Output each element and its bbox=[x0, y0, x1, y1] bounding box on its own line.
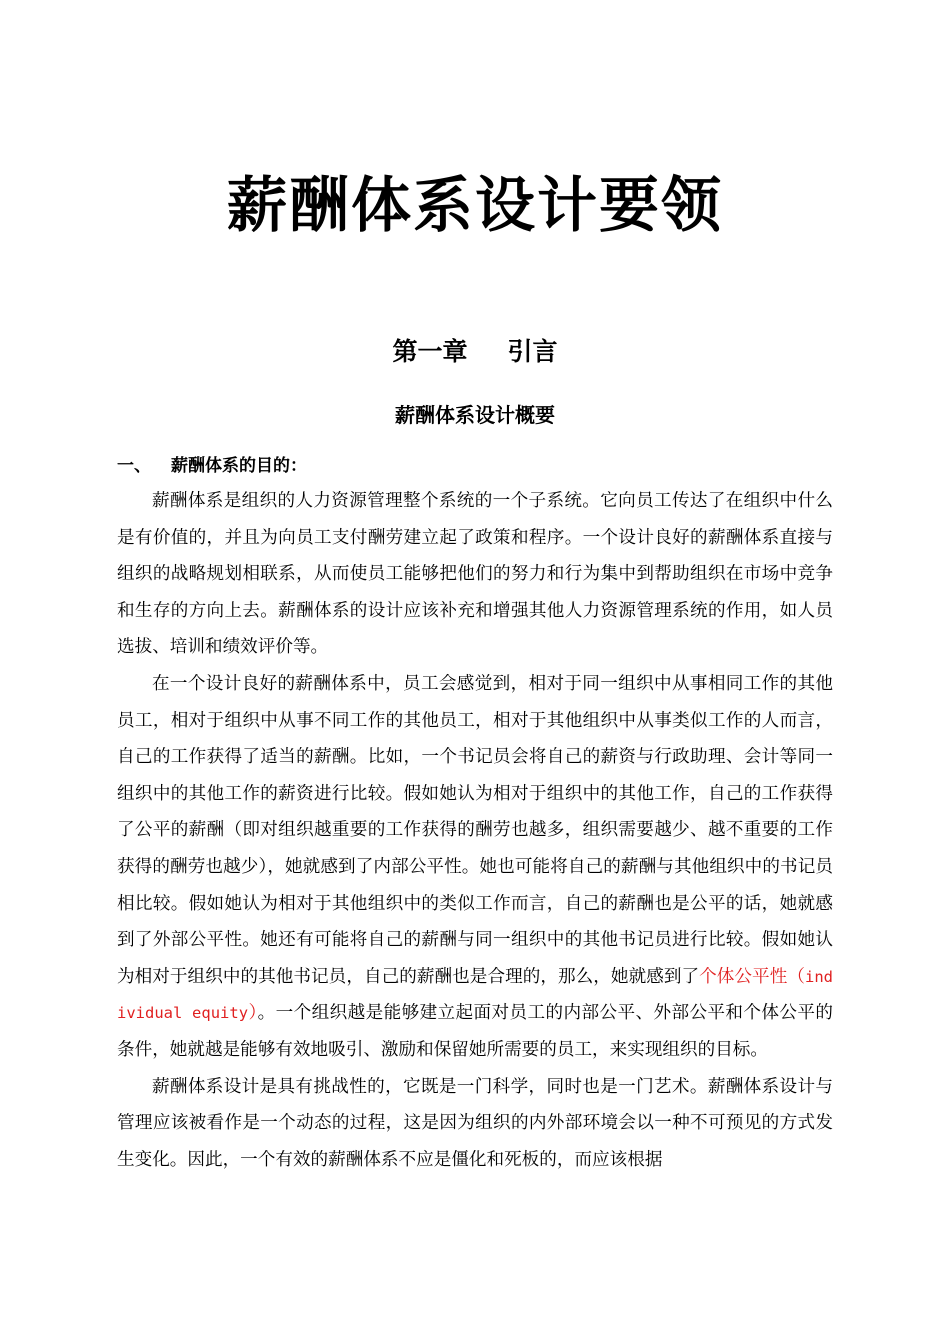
paragraph-2-text-before: 在一个设计良好的薪酬体系中，员工会感觉到，相对于同一组织中从事相同工作的其他员工，相对于组织中从事不同工作的其他员工，相对于其他组织中从事类似工作的人而言，自己的工作获得了适当的薪酬。比如，一个书记员会将自己的薪资与行政助理、会计等同一组织中的其他工作的薪资进行比较。假如她认为相对于组织中的其他工作，自己的工作获得了公平的薪酬（即对组织越重要的工作获得的酬劳也越多，组织需要越少、越不重要的工作获得的酬劳也越少），她就感到了内部公平性。她也可能将自己的薪酬与其他组织中的书记员相比较。假如她认为相对于其他组织中的类似工作而言，自己的薪酬也是公平的话，她就感到了外部公平性。她还有可能将自己的薪酬与同一组织中的其他书记员进行比较。假如她认为相对于组织中的其他书记员，自己的薪酬也是合理的，那么，她就感到了 bbox=[117, 673, 833, 987]
section-number: 一、 bbox=[117, 456, 151, 476]
section-overview-title: 薪酬体系设计概要 bbox=[395, 403, 555, 427]
chapter-heading bbox=[0, 334, 950, 370]
body-text bbox=[117, 483, 833, 1178]
section-heading bbox=[117, 452, 307, 480]
highlighted-term-cn: 个体公平性（ bbox=[699, 966, 805, 987]
document-title: 薪酬体系设计要领 bbox=[227, 171, 723, 241]
highlighted-term-end: ） bbox=[248, 1003, 258, 1024]
chapter-name: 引言 bbox=[507, 337, 558, 366]
paragraph-1: 薪酬体系是组织的人力资源管理整个系统的一个子系统。它向员工传达了在组织中什么是有价值的，并且为向员工支付酬劳建立起了政策和程序。一个设计良好的薪酬体系直接与组织的战略规划相联系，从而使员工能够把他们的努力和行为集中到帮助组织在市场中竞争和生存的方向上去。薪酬体系的设计应该补充和增强其他人力资源管理系统的作用，如人员选拔、培训和绩效评价等。 bbox=[117, 491, 833, 658]
paragraph-2 bbox=[117, 666, 833, 1069]
chapter-number: 第一章 bbox=[392, 337, 468, 366]
section-heading-text: 薪酬体系的目的： bbox=[171, 456, 307, 476]
paragraph-2-text-after: 。一个组织越是能够建立起面对员工的内部公平、外部公平和个体公平的条件，她就越是能够有效地吸引、激励和保留她所需要的员工，来实现组织的目标。 bbox=[117, 1003, 833, 1060]
paragraph-3: 薪酬体系设计是具有挑战性的，它既是一门科学，同时也是一门艺术。薪酬体系设计与管理应该被看作是一个动态的过程，这是因为组织的内外部环境会以一种不可预见的方式发生变化。因此，一个有效的薪酬体系不应是僵化和死板的，而应该根据 bbox=[117, 1076, 833, 1170]
highlighted-term-en: individual equity bbox=[117, 967, 833, 1023]
